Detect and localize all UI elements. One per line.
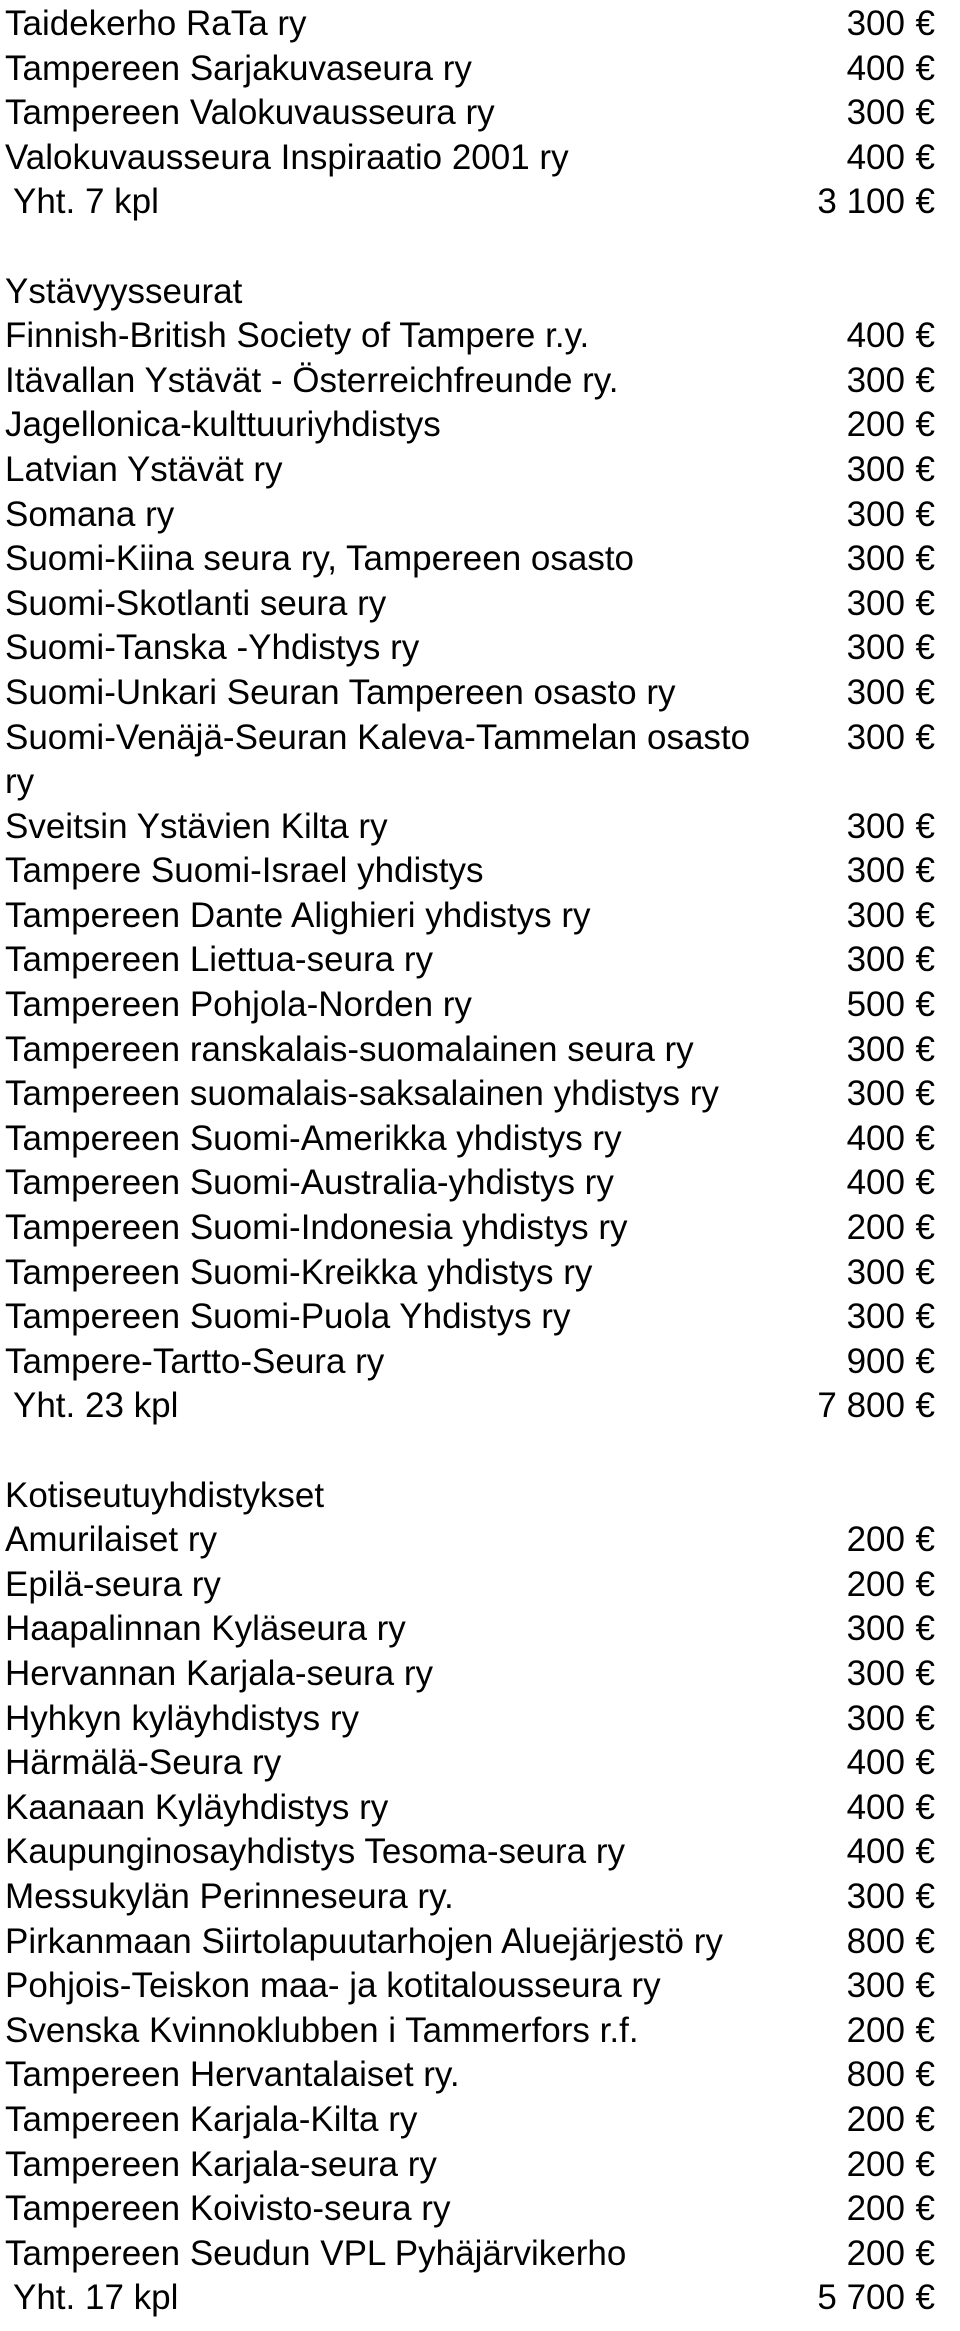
organization-name: Tampereen ranskalais-suomalainen seura ry xyxy=(5,1029,694,1069)
organization-name: Suomi-Skotlanti seura ry xyxy=(5,583,387,623)
organization-name: Pohjois-Teiskon maa- ja kotitalousseura ry xyxy=(5,1966,661,2006)
organization-name: Tampereen suomalais-saksalainen yhdistys ry xyxy=(5,1074,719,1114)
organization-name: Kaanaan Kyläyhdistys ry xyxy=(5,1787,389,1827)
list-item xyxy=(5,582,955,627)
organization-name: Tampereen Seudun VPL Pyhäjärvikerho xyxy=(5,2233,627,2273)
organization-name: Tampereen Suomi-Australia-yhdistys ry xyxy=(5,1163,614,1203)
organization-name: Suomi-Venäjä-Seuran Kaleva-Tammelan osasto ry xyxy=(5,717,751,802)
grant-amount: 400 xyxy=(846,1118,905,1158)
list-item xyxy=(5,47,955,92)
currency-symbol: € xyxy=(915,628,935,668)
list-item xyxy=(5,1697,955,1742)
list-item xyxy=(5,537,955,582)
grant-amount: 400 xyxy=(846,1787,905,1827)
organization-name: Epilä-seura ry xyxy=(5,1564,221,1604)
list-item xyxy=(5,2053,955,2098)
organization-name: Tampereen Pohjola-Norden ry xyxy=(5,985,472,1025)
grant-amount: 300 xyxy=(846,360,905,400)
currency-symbol: € xyxy=(915,2278,935,2318)
grant-amount: 300 xyxy=(846,1966,905,2006)
currency-symbol: € xyxy=(915,1163,935,1203)
list-item xyxy=(5,1072,955,1117)
organization-name: Somana ry xyxy=(5,494,175,534)
currency-symbol: € xyxy=(915,717,935,757)
currency-symbol: € xyxy=(915,1653,935,1693)
total-amount: 7 800 xyxy=(817,1386,905,1426)
currency-symbol: € xyxy=(915,1609,935,1649)
section-heading: Ystävyysseurat xyxy=(5,271,243,311)
organization-name: Tampereen Suomi-Indonesia yhdistys ry xyxy=(5,1208,628,1248)
currency-symbol: € xyxy=(915,1520,935,1560)
grant-amount: 900 xyxy=(846,1341,905,1381)
list-item xyxy=(5,983,955,1028)
currency-symbol: € xyxy=(915,2189,935,2229)
grant-amount: 300 xyxy=(846,628,905,668)
list-item xyxy=(5,2143,955,2188)
currency-symbol: € xyxy=(915,1341,935,1381)
currency-symbol: € xyxy=(915,2233,935,2273)
currency-symbol: € xyxy=(915,672,935,712)
total-label: Yht. 7 kpl xyxy=(13,182,159,222)
currency-symbol: € xyxy=(915,1297,935,1337)
currency-symbol: € xyxy=(915,2144,935,2184)
grant-amount: 300 xyxy=(846,1252,905,1292)
grant-amount: 400 xyxy=(846,1832,905,1872)
grant-amount: 300 xyxy=(846,1609,905,1649)
currency-symbol: € xyxy=(915,895,935,935)
list-item xyxy=(5,1563,955,1608)
currency-symbol: € xyxy=(915,449,935,489)
organization-name: Finnish-British Society of Tampere r.y. xyxy=(5,316,590,356)
list-item xyxy=(5,1117,955,1162)
organization-name: Itävallan Ystävät - Österreichfreunde ry. xyxy=(5,360,619,400)
grant-amount: 200 xyxy=(846,1208,905,1248)
organization-name: Tampere-Tartto-Seura ry xyxy=(5,1341,385,1381)
currency-symbol: € xyxy=(915,405,935,445)
currency-symbol: € xyxy=(915,182,935,222)
currency-symbol: € xyxy=(915,1743,935,1783)
grant-amount: 300 xyxy=(846,672,905,712)
grant-amount: 300 xyxy=(846,806,905,846)
grant-amount: 800 xyxy=(846,2055,905,2095)
grant-amount: 300 xyxy=(846,1074,905,1114)
grant-amount: 300 xyxy=(846,449,905,489)
currency-symbol: € xyxy=(915,985,935,1025)
grant-amount: 300 xyxy=(846,717,905,757)
organization-name: Tampereen Suomi-Kreikka yhdistys ry xyxy=(5,1252,593,1292)
organization-name: Jagellonica-kulttuuriyhdistys xyxy=(5,405,441,445)
grant-amount: 200 xyxy=(846,1564,905,1604)
currency-symbol: € xyxy=(915,93,935,133)
list-item xyxy=(5,91,955,136)
list-item xyxy=(5,1830,955,1875)
currency-symbol: € xyxy=(915,1921,935,1961)
currency-symbol: € xyxy=(915,1698,935,1738)
currency-symbol: € xyxy=(915,48,935,88)
currency-symbol: € xyxy=(915,1386,935,1426)
grant-amount: 200 xyxy=(846,1520,905,1560)
grant-amount: 200 xyxy=(846,2144,905,2184)
currency-symbol: € xyxy=(915,806,935,846)
organization-name: Taidekerho RaTa ry xyxy=(5,4,307,43)
currency-symbol: € xyxy=(915,1966,935,2006)
organization-name: Tampereen Sarjakuvaseura ry xyxy=(5,48,472,88)
grant-amount: 200 xyxy=(846,2010,905,2050)
grant-amount: 400 xyxy=(846,316,905,356)
currency-symbol: € xyxy=(915,2099,935,2139)
organization-name: Haapalinnan Kyläseura ry xyxy=(5,1609,406,1649)
section-spacer xyxy=(5,1429,955,1474)
list-item xyxy=(5,1295,955,1340)
list-item xyxy=(5,359,955,404)
currency-symbol: € xyxy=(915,4,935,43)
document-page xyxy=(5,2,955,2321)
list-item xyxy=(5,1161,955,1206)
section-spacer xyxy=(5,225,955,270)
list-item xyxy=(5,1518,955,1563)
grant-amount: 400 xyxy=(846,1743,905,1783)
list-item xyxy=(5,2187,955,2232)
currency-symbol: € xyxy=(915,1074,935,1114)
list-item xyxy=(5,849,955,894)
organization-name: Suomi-Unkari Seuran Tampereen osasto ry xyxy=(5,672,676,712)
currency-symbol: € xyxy=(915,360,935,400)
grant-amount: 400 xyxy=(846,1163,905,1203)
list-item xyxy=(5,805,955,850)
total-label: Yht. 23 kpl xyxy=(13,1386,179,1426)
organization-name: Tampereen Liettua-seura ry xyxy=(5,940,433,980)
organization-name: Messukylän Perinneseura ry. xyxy=(5,1876,454,1916)
list-item xyxy=(5,2009,955,2054)
currency-symbol: € xyxy=(915,583,935,623)
organization-name: Tampereen Suomi-Amerikka yhdistys ry xyxy=(5,1118,622,1158)
organization-name: Svenska Kvinnoklubben i Tammerfors r.f. xyxy=(5,2010,639,2050)
organization-name: Sveitsin Ystävien Kilta ry xyxy=(5,806,388,846)
organization-name: Suomi-Tanska -Yhdistys ry xyxy=(5,628,420,668)
organization-name: Tampereen Koivisto-seura ry xyxy=(5,2189,451,2229)
list-item xyxy=(5,626,955,671)
list-item xyxy=(5,314,955,359)
grant-amount: 300 xyxy=(846,583,905,623)
list-item xyxy=(5,2,955,47)
list-item xyxy=(5,2232,955,2277)
section-heading: Kotiseutuyhdistykset xyxy=(5,1475,325,1515)
grant-amount: 300 xyxy=(846,851,905,891)
organization-name: Latvian Ystävät ry xyxy=(5,449,283,489)
grant-amount: 300 xyxy=(846,93,905,133)
currency-symbol: € xyxy=(915,1787,935,1827)
list-item xyxy=(5,1607,955,1652)
currency-symbol: € xyxy=(915,2010,935,2050)
grant-amount: 300 xyxy=(846,1876,905,1916)
list-item xyxy=(5,403,955,448)
total-label: Yht. 17 kpl xyxy=(13,2278,179,2318)
grant-amount: 300 xyxy=(846,1029,905,1069)
currency-symbol: € xyxy=(915,494,935,534)
organization-name: Amurilaiset ry xyxy=(5,1520,217,1560)
list-item xyxy=(5,1206,955,1251)
list-item xyxy=(5,1920,955,1965)
list-item xyxy=(5,1340,955,1385)
list-item xyxy=(5,1251,955,1296)
grant-amount: 300 xyxy=(846,940,905,980)
section-total xyxy=(5,1384,955,1429)
grant-amount: 500 xyxy=(846,985,905,1025)
list-item xyxy=(5,2098,955,2143)
currency-symbol: € xyxy=(915,539,935,579)
grant-amount: 300 xyxy=(846,4,905,43)
list-item xyxy=(5,1652,955,1697)
currency-symbol: € xyxy=(915,137,935,177)
list-item xyxy=(5,716,955,805)
organization-name: Tampereen Karjala-seura ry xyxy=(5,2144,437,2184)
grant-amount: 300 xyxy=(846,539,905,579)
organization-name: Tampereen Dante Alighieri yhdistys ry xyxy=(5,895,591,935)
grant-amount: 200 xyxy=(846,2189,905,2229)
grant-amount: 200 xyxy=(846,2233,905,2273)
section-total xyxy=(5,180,955,225)
organization-name: Härmälä-Seura ry xyxy=(5,1743,282,1783)
organization-name: Tampereen Suomi-Puola Yhdistys ry xyxy=(5,1297,571,1337)
organization-name: Hervannan Karjala-seura ry xyxy=(5,1653,433,1693)
grant-amount: 800 xyxy=(846,1921,905,1961)
organization-name: Suomi-Kiina seura ry, Tampereen osasto xyxy=(5,539,635,579)
currency-symbol: € xyxy=(915,1029,935,1069)
list-item xyxy=(5,136,955,181)
total-amount: 5 700 xyxy=(817,2278,905,2318)
currency-symbol: € xyxy=(915,1564,935,1604)
list-item xyxy=(5,1875,955,1920)
total-amount: 3 100 xyxy=(817,182,905,222)
grant-amount: 300 xyxy=(846,895,905,935)
currency-symbol: € xyxy=(915,1208,935,1248)
list-item xyxy=(5,938,955,983)
grant-amount: 200 xyxy=(846,405,905,445)
list-item xyxy=(5,1786,955,1831)
organization-name: Valokuvausseura Inspiraatio 2001 ry xyxy=(5,137,569,177)
organization-name: Hyhkyn kyläyhdistys ry xyxy=(5,1698,359,1738)
grant-amount: 300 xyxy=(846,1698,905,1738)
organization-name: Kaupunginosayhdistys Tesoma-seura ry xyxy=(5,1832,625,1872)
list-item xyxy=(5,493,955,538)
list-item xyxy=(5,1028,955,1073)
grant-amount: 400 xyxy=(846,137,905,177)
list-item xyxy=(5,671,955,716)
grant-amount: 400 xyxy=(846,48,905,88)
list-item xyxy=(5,894,955,939)
currency-symbol: € xyxy=(915,1876,935,1916)
section-total xyxy=(5,2276,955,2321)
currency-symbol: € xyxy=(915,316,935,356)
list-item xyxy=(5,1964,955,2009)
currency-symbol: € xyxy=(915,1832,935,1872)
grant-amount: 300 xyxy=(846,1297,905,1337)
list-item xyxy=(5,448,955,493)
grant-amount: 200 xyxy=(846,2099,905,2139)
grant-amount: 300 xyxy=(846,494,905,534)
currency-symbol: € xyxy=(915,1252,935,1292)
organization-name: Tampereen Hervantalaiset ry. xyxy=(5,2055,460,2095)
organization-name: Pirkanmaan Siirtolapuutarhojen Aluejärjestö ry xyxy=(5,1921,723,1961)
currency-symbol: € xyxy=(915,940,935,980)
list-item xyxy=(5,1741,955,1786)
organization-name: Tampereen Karjala-Kilta ry xyxy=(5,2099,418,2139)
currency-symbol: € xyxy=(915,1118,935,1158)
organization-name: Tampere Suomi-Israel yhdistys xyxy=(5,851,484,891)
grant-amount: 300 xyxy=(846,1653,905,1693)
currency-symbol: € xyxy=(915,2055,935,2095)
currency-symbol: € xyxy=(915,851,935,891)
organization-name: Tampereen Valokuvausseura ry xyxy=(5,93,495,133)
